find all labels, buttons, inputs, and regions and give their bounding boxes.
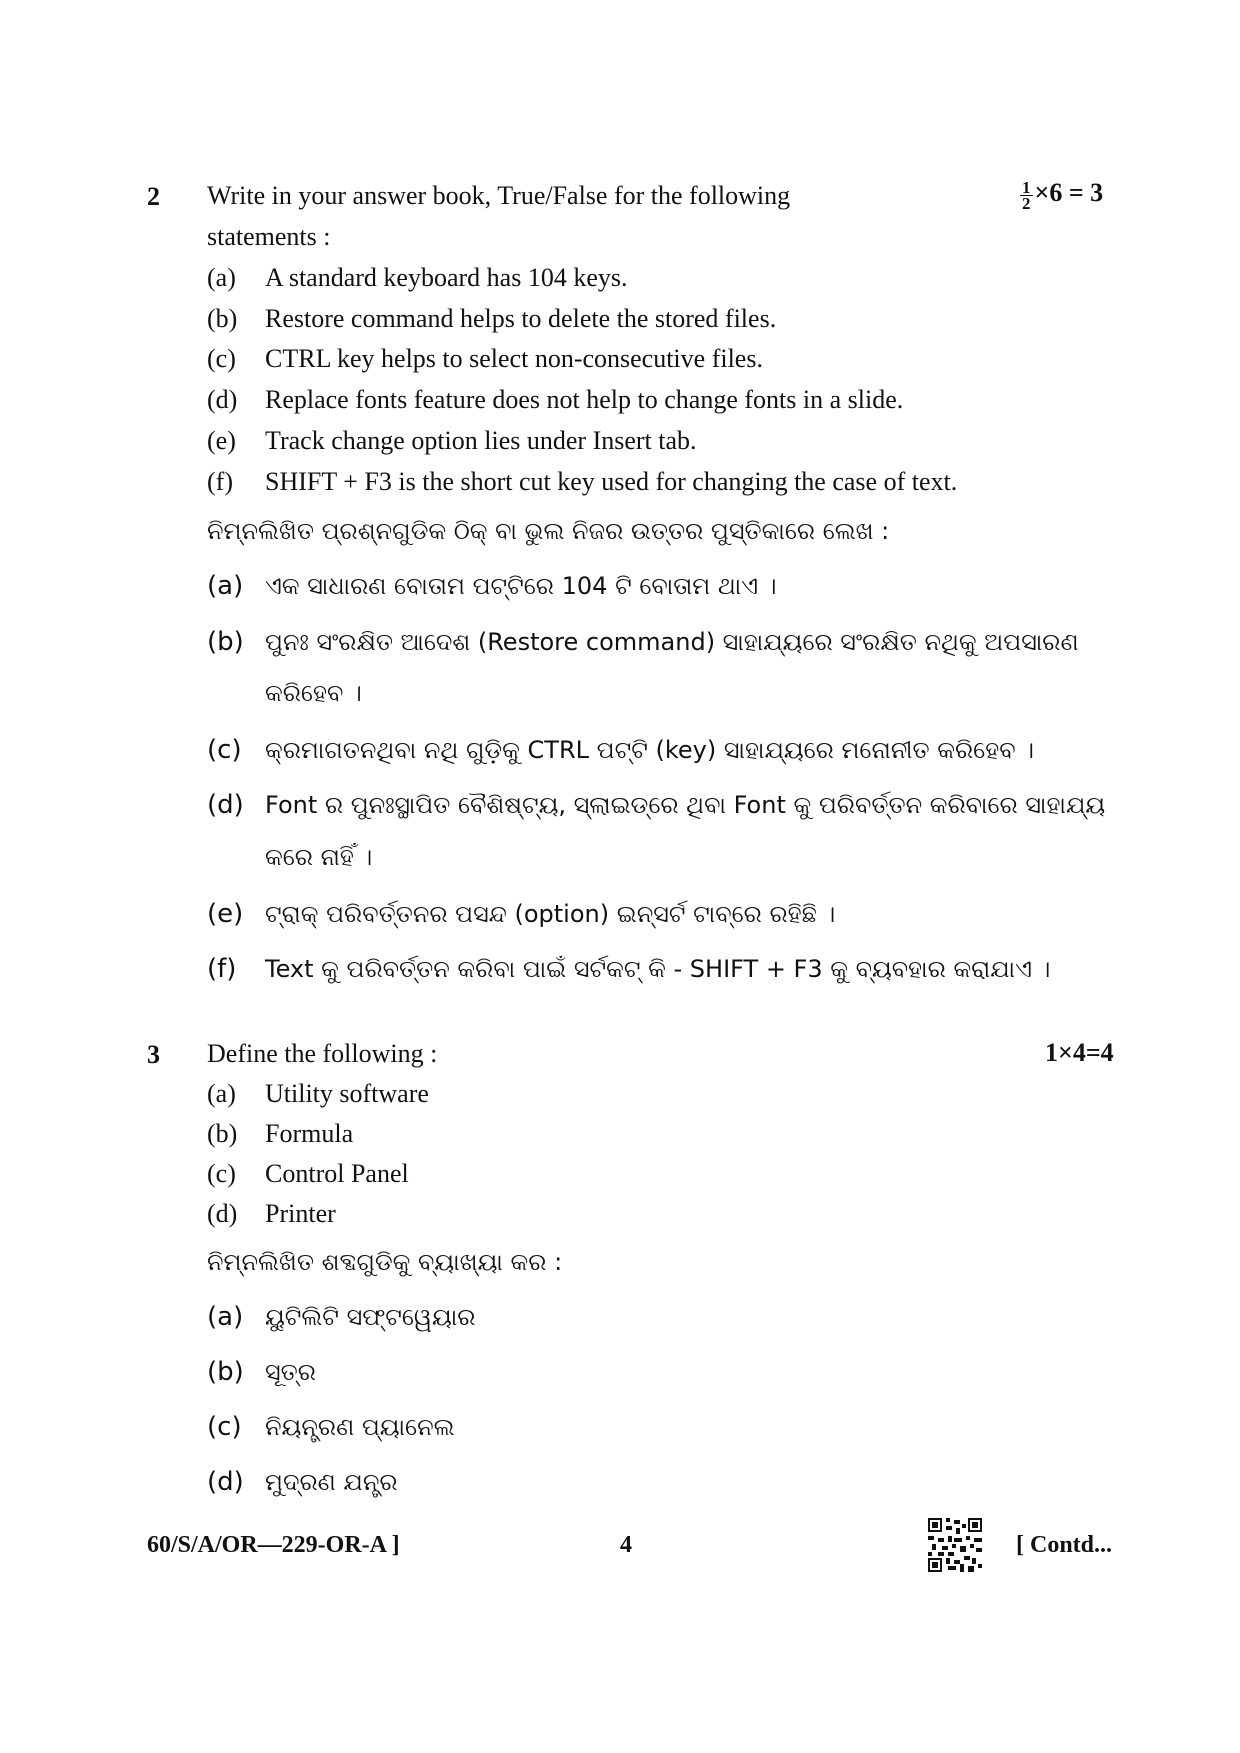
question-2-text-line2: statements :	[207, 222, 331, 251]
qr-code-icon	[928, 1518, 982, 1572]
q3-item-d: (d) Printer	[207, 1199, 336, 1228]
q2-odia-question: ନିମ୍ନଲିଖିତ ପ୍ରଶ୍ନଗୁଡିକ ଠିକ୍ ବା ଭୁଲ ନିଜର ଉତ୍ତର ପୁସ୍ତିକାରେ ଲେଖ :	[207, 517, 890, 545]
q2-odia-item-e: (e) ଟ୍ରାକ୍ ପରିବର୍ତ୍ତନର ପସନ୍ଦ (option) ଇନ୍‌ସର୍ଟ ଟାବ୍‌ରେ ରହିଛି ।	[207, 899, 836, 929]
q3-item-c: (c) Control Panel	[207, 1159, 409, 1188]
question-2-marks: $\frac{1}{2}$ ×6 = 3	[1022, 177, 1104, 213]
question-2-text-line1: Write in your answer book, True/False for the following	[207, 181, 791, 210]
q2-item-a: (a) A standard keyboard has 104 keys.	[207, 263, 628, 292]
q2-odia-item-f: (f) Text କୁ ପରିବର୍ତ୍ତନ କରିବା ପାଇଁ ସର୍ଟକଟ୍ କି - SHIFT + F3 କୁ ବ୍ୟବହାର କରାଯାଏ ।	[207, 954, 1051, 984]
q2-item-b: (b) Restore command helps to delete the stored files.	[207, 304, 777, 333]
q2-odia-item-a: (a) ଏକ ସାଧାରଣ ବୋତାମ ପଟ୍ଟିରେ 104 ଟି ବୋତାମ ଥାଏ ।	[207, 571, 777, 601]
footer-paper-code: 60/S/A/OR—229-OR-A ]	[147, 1532, 400, 1558]
footer-contd: [ Contd...	[1016, 1532, 1113, 1558]
question-2-number: 2	[147, 182, 160, 211]
question-3-marks: 1×4=4	[1045, 1038, 1114, 1067]
q2-item-d: (d) Replace fonts feature does not help to change fonts in a slide.	[207, 385, 904, 414]
marks-fraction: $\frac{1}{2}$	[1022, 177, 1031, 213]
q2-odia-item-d-cont: କରେ ନାହିଁ ।	[265, 843, 373, 871]
q2-odia-item-c: (c) କ୍ରମାଗତନଥିବା ନଥି ଗୁଡ଼ିକୁ CTRL ପଟ୍ଟି (key) ସାହାଯ୍ୟରେ ମନୋନୀତ କରିହେବ ।	[207, 735, 1034, 765]
q3-odia-question: ନିମ୍ନଲିଖିତ ଶବ୍ଦଗୁଡିକୁ ବ୍ୟାଖ୍ୟା କର :	[207, 1248, 563, 1276]
footer-page-number: 4	[620, 1532, 632, 1558]
q3-item-b: (b) Formula	[207, 1119, 354, 1148]
question-3-text: Define the following :	[207, 1039, 438, 1068]
q3-odia-item-c: (c) ନିୟନ୍ତ୍ରଣ ପ୍ୟାନେଲ	[207, 1412, 455, 1442]
q2-odia-item-d: (d) Font ର ପୁନଃସ୍ଥାପିତ ବୈଶିଷ୍ଟ୍ୟ, ସ୍ଲାଇଡ୍‌ରେ ଥିବା Font କୁ ପରିବର୍ତ୍ତନ କରିବାରେ ସାହାଯ୍ୟ	[207, 790, 1106, 820]
q2-odia-item-b: (b) ପୁନଃ ସଂରକ୍ଷିତ ଆଦେଶ (Restore command) ସାହାଯ୍ୟରେ ସଂରକ୍ଷିତ ନଥିକୁ ଅପସାରଣ	[207, 627, 1079, 657]
q3-odia-item-a: (a) ୟୁଟିଲିଟି ସଫ୍‌ଟୱେୟାର	[207, 1302, 476, 1332]
q3-odia-item-b: (b) ସୂତ୍ର	[207, 1357, 316, 1387]
q2-odia-item-b-cont: କରିହେବ ।	[265, 679, 362, 707]
q2-item-e: (e) Track change option lies under Insert tab.	[207, 426, 697, 455]
q2-item-f: (f) SHIFT + F3 is the short cut key used for changing the case of text.	[207, 467, 958, 496]
q3-odia-item-d: (d) ମୁଦ୍ରଣ ଯନ୍ତ୍ର	[207, 1467, 398, 1497]
question-3-number: 3	[147, 1040, 160, 1069]
q2-item-c: (c) CTRL key helps to select non-consecutive files.	[207, 344, 763, 373]
q3-item-a: (a) Utility software	[207, 1079, 429, 1108]
